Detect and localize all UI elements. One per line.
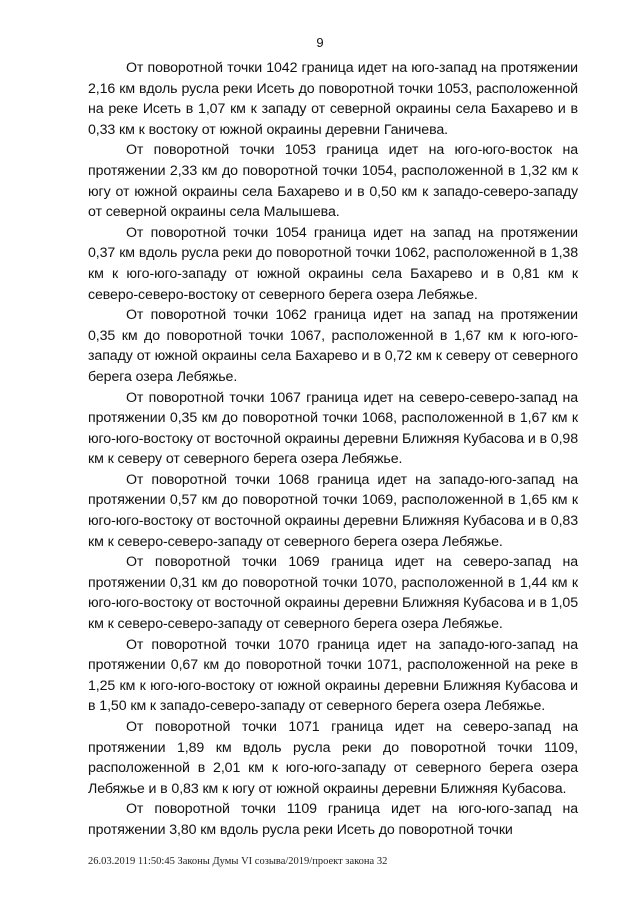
document-footer: 26.03.2019 11:50:45 Законы Думы VI созыва/2019/проект закона 32 (88, 856, 388, 867)
page-number: 9 (316, 35, 324, 50)
paragraph-2: От поворотной точки 1053 граница идет на юго-юго-восток на протяжении 2,33 км до поворотной точки 1054, расположенной в 1,32 км к югу от южной окраины села Бахарево и в 0,50 км к западо-северо-западу от северной окраины села Малышева. (88, 142, 578, 221)
paragraph-1: От поворотной точки 1042 граница идет на юго-запад на протяжении 2,16 км вдоль русла реки Исеть до поворотной точки 1053, расположенной на реке Исеть в 1,07 км к западу от северной окраины села Бахарево и в 0,33 км к востоку от южной окраины деревни Ганичева. (88, 60, 578, 138)
paragraph-4: От поворотной точки 1062 граница идет на запад на протяжении 0,35 км до поворотной точки 1067, расположенной в 1,67 км к юго-юго-западу от южной окраины села Бахарево и в 0,72 км к северу от северного берега озера Лебяжье. (88, 307, 578, 385)
paragraph-10: От поворотной точки 1109 граница идет на юго-юго-запад на протяжении 3,80 км вдоль русла реки Исеть до поворотной точки (88, 801, 578, 838)
paragraph-6: От поворотной точки 1068 граница идет на западо-юго-запад на протяжении 0,57 км до поворотной точки 1069, расположенной в 1,65 км к юго-юго-востоку от восточной окраины деревни Ближняя Кубасова и в 0,83 км к северо-северо-западу от северного берега озера Лебяжье. (88, 471, 578, 550)
document-body (88, 58, 578, 841)
paragraph-8: От поворотной точки 1070 граница идет на западо-юго-запад на протяжении 0,67 км до поворотной точки 1071, расположенной на реке в 1,25 км к юго-юго-востоку от южной окраины деревни Ближняя Кубасова и в 1,50 км к западо-северо-западу от северного берега озера Лебяжье. (88, 636, 578, 715)
paragraph-3: От поворотной точки 1054 граница идет на запад на протяжении 0,37 км вдоль русла реки до поворотной точки 1062, расположенной в 1,38 км к юго-юго-западу от южной окраины села Бахарево и в 0,81 км к северо-северо-востоку от северного берега озера Лебяжье. (88, 224, 578, 303)
paragraph-9: От поворотной точки 1071 граница идет на северо-запад на протяжении 1,89 км вдоль русла реки до поворотной точки 1109, расположенной в 2,01 км к юго-юго-западу от северного берега озера Лебяжье и в 0,83 км к югу от южной окраины деревни Ближняя Кубасова. (88, 719, 578, 797)
paragraph-7: От поворотной точки 1069 граница идет на северо-запад на протяжении 0,31 км до поворотной точки 1070, расположенной в 1,44 км к юго-юго-востоку от восточной окраины деревни Ближняя Кубасова и в 1,05 км к северо-северо-западу от северного берега озера Лебяжье. (88, 554, 578, 633)
paragraph-5: От поворотной точки 1067 граница идет на северо-северо-запад на протяжении 0,35 км до поворотной точки 1068, расположенной в 1,67 км к юго-юго-востоку от восточной окраины деревни Ближняя Кубасова и в 0,98 км к северу от северного берега озера Лебяжье. (88, 389, 578, 468)
